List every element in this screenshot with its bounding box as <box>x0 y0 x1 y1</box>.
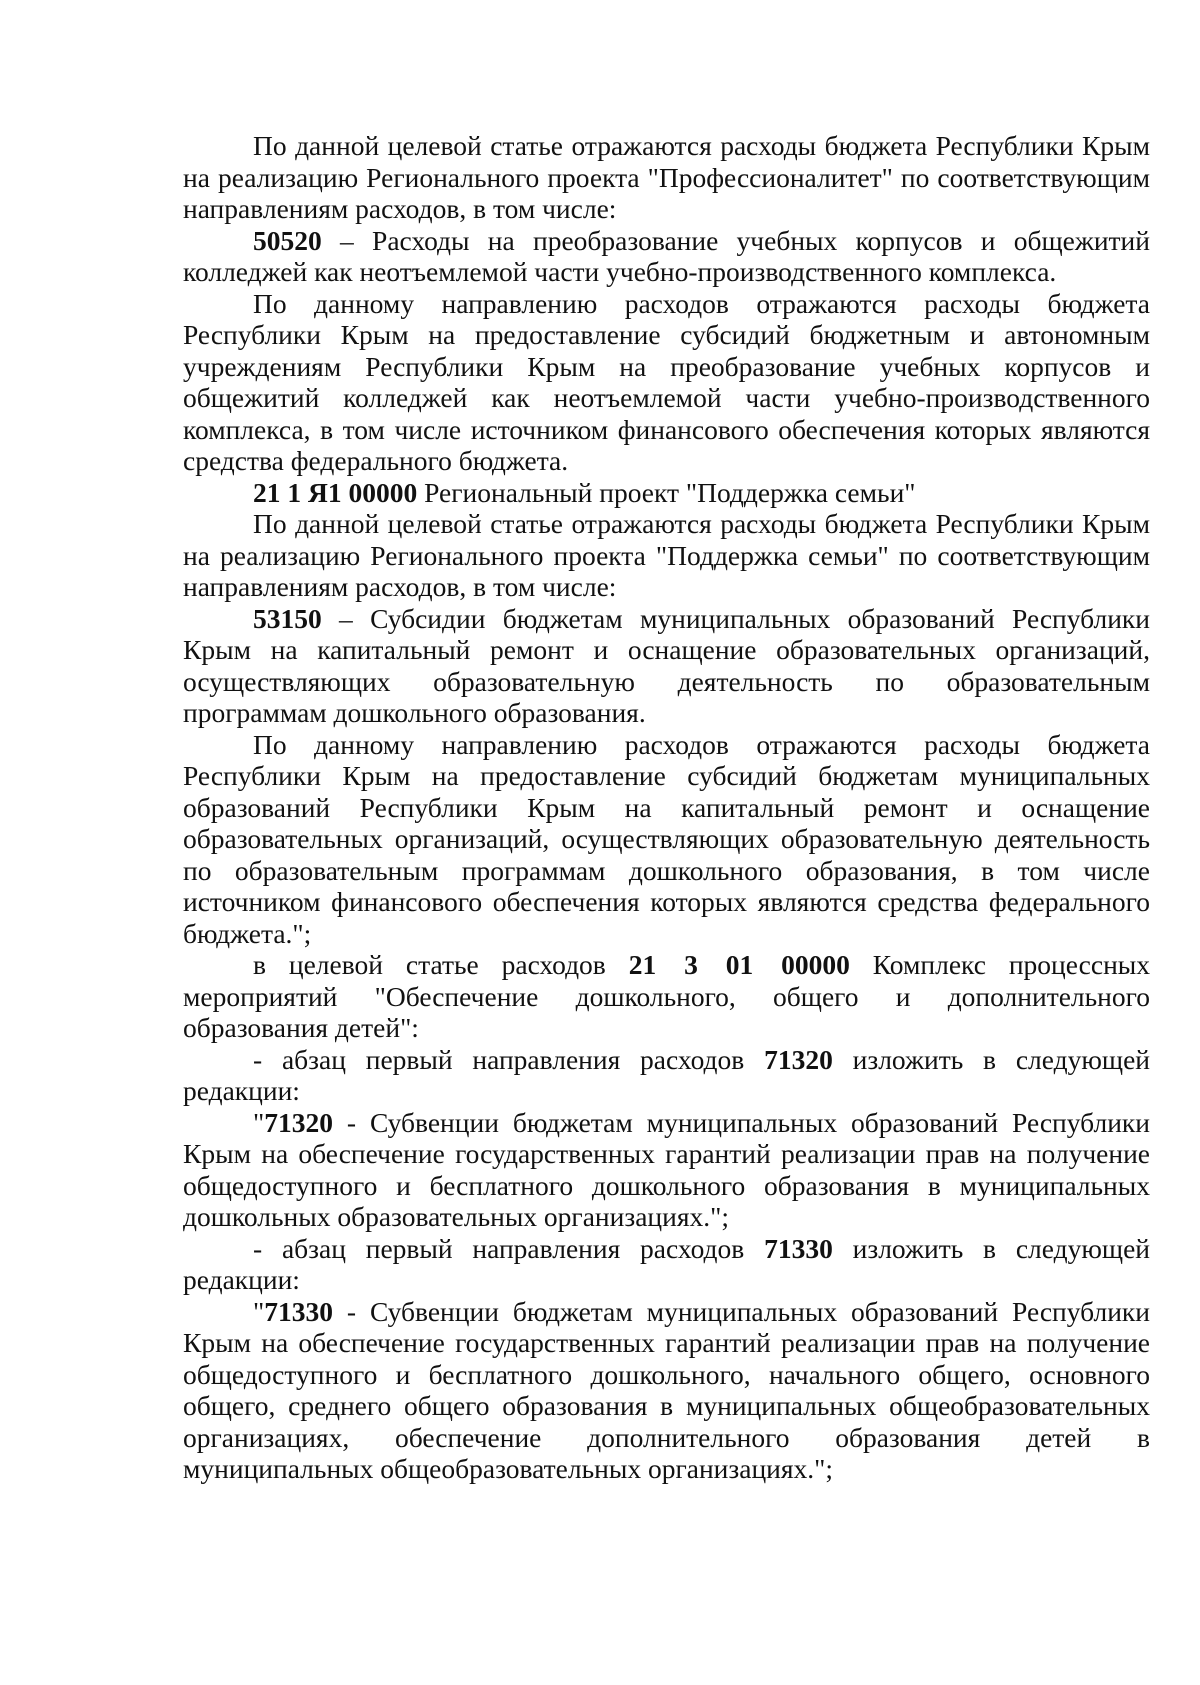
paragraph-new-text-71330 <box>183 1296 1150 1485</box>
paragraph-text: По данному направлению расходов отражаются расходы бюджета Республики Крым на предоставление субсидий бюджетным и автономным учреждениям Республики Крым на преобразование учебных корпусов и общежитий колледжей как неотъемлемой части учебно-производственного комплекса, в том числе источником финансового обеспечения которых являются средства федерального бюджета. <box>183 287 1150 476</box>
paragraph-amend-71330 <box>183 1233 1150 1296</box>
paragraph-text: изложить в следующей редакции: <box>183 1043 1151 1106</box>
paragraph-new-text-71320 <box>183 1107 1150 1233</box>
paragraph-text: - Субвенции бюджетам муниципальных образований Республики Крым на обеспечение государственных гарантий реализации прав на получение общедоступного и бесплатного дошкольного образования в муниципальных дошкольных образовательных организациях."; <box>183 1106 1150 1232</box>
paragraph-direction-53150-description <box>183 729 1150 950</box>
paragraph-direction-50520-description <box>183 288 1150 477</box>
paragraph-text: По данному направлению расходов отражаются расходы бюджета Республики Крым на предоставление субсидий бюджетам муниципальных образований Республики Крым на капитальный ремонт и оснащение образовательных организаций, осуществляющих образовательную деятельность по образовательным программам дошкольного образования, в том числе источником финансового обеспечения которых являются средства федерального бюджета."; <box>183 728 1150 949</box>
target-article-code: 21 1 Я1 00000 <box>253 476 418 508</box>
paragraph-text: По данной целевой статье отражаются расходы бюджета Республики Крым на реализацию Регионального проекта "Профессионалитет" по соответствующим направлениям расходов, в том числе: <box>183 130 1150 224</box>
document-body <box>183 130 1150 1485</box>
paragraph-lead-text: - абзац первый направления расходов <box>253 1043 765 1075</box>
expense-code: 71330 <box>764 1232 833 1264</box>
paragraph-target-article-professionalitet <box>183 130 1150 225</box>
expense-code: 53150 <box>253 602 322 634</box>
expense-code: 50520 <box>253 224 322 256</box>
paragraph-direction-50520 <box>183 225 1150 288</box>
paragraph-regional-project-heading <box>183 477 1150 509</box>
target-article-code: 21 3 01 00000 <box>628 949 850 980</box>
expense-code: 71320 <box>764 1043 833 1075</box>
paragraph-lead-text: " <box>253 1295 265 1327</box>
paragraph-target-article-family-support <box>183 508 1150 603</box>
paragraph-amend-71320 <box>183 1044 1150 1107</box>
paragraph-lead-text: " <box>253 1106 265 1138</box>
paragraph-text: изложить в следующей редакции: <box>183 1232 1151 1295</box>
paragraph-text: Региональный проект "Поддержка семьи" <box>417 476 916 508</box>
paragraph-text: – Расходы на преобразование учебных корпусов и общежитий колледжей как неотъемлемой части учебно-производственного комплекса. <box>183 224 1150 287</box>
expense-code: 71330 <box>264 1295 333 1327</box>
paragraph-text: – Субсидии бюджетам муниципальных образований Республики Крым на капитальный ремонт и оснащение образовательных организаций, осуществляющих образовательную деятельность по образовательным программам дошкольного образования. <box>183 602 1150 728</box>
paragraph-target-article-21-3-01 <box>183 949 1150 1044</box>
paragraph-lead-text: в целевой статье расходов <box>253 949 629 980</box>
paragraph-text: По данной целевой статье отражаются расходы бюджета Республики Крым на реализацию Регионального проекта "Поддержка семьи" по соответствующим направлениям расходов, в том числе: <box>183 508 1150 602</box>
expense-code: 71320 <box>264 1106 333 1138</box>
paragraph-direction-53150 <box>183 603 1150 729</box>
paragraph-lead-text: - абзац первый направления расходов <box>253 1232 765 1264</box>
paragraph-text: Комплекс процессных мероприятий "Обеспечение дошкольного, общего и дополнительного образования детей": <box>183 949 1151 1043</box>
paragraph-text: - Субвенции бюджетам муниципальных образований Республики Крым на обеспечение государственных гарантий реализации прав на получение общедоступного и бесплатного дошкольного, начального общего, основного общего, среднего общего образования в муниципальных общеобразовательных организациях, обеспечение дополнительного образования детей в муниципальных общеобразовательных организациях."; <box>183 1295 1150 1484</box>
